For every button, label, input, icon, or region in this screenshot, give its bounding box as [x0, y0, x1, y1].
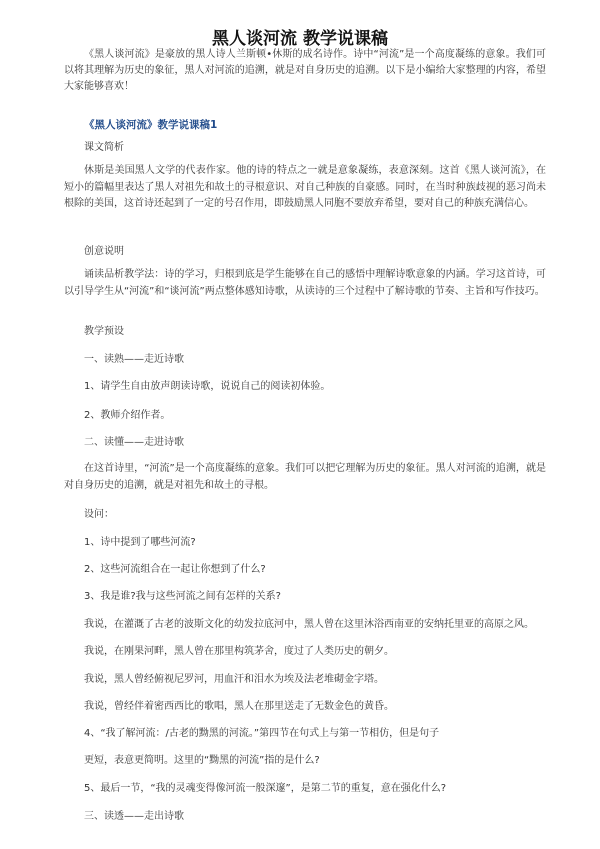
kewen-heading: 课文简析: [84, 142, 124, 153]
step1-item-2: 2、教师介绍作者。: [84, 410, 171, 421]
answer-paragraph-4: 我说，曾经伴着密西西比的歌唱，黑人在那里送走了无数金色的黄昏。: [84, 701, 394, 712]
answer-paragraph-1: 我说，在灌溉了古老的波斯文化的幼发拉底河中，黑人曾在这里沐浴西南亚的安纳托里亚的高原之风。: [84, 619, 534, 630]
question-4-line-1: 4、“我了解河流：/古老的黝黑的河流。”第四节在句式上与第一节相仿，但是句子: [84, 728, 440, 739]
chuangyi-paragraph: 诵读品析教学法：诗的学习，归根到底是学生能够在自己的感悟中理解诗歌意象的内涵。学习这首诗，可以引导学生从“河流”和“谈河流”两点整体感知诗歌，从读诗的三个过程中了解诗歌的节奏、主旨和写作技巧。: [64, 269, 546, 297]
question-4-line-2: 更短，表意更简明。这里的“黝黑的河流”指的是什么?: [84, 755, 320, 766]
question-3: 3、我是谁?我与这些河流之间有怎样的关系?: [84, 591, 281, 602]
kewen-paragraph: 休斯是美国黑人文学的代表作家。他的诗的特点之一就是意象凝练，表意深刻。这首《黑人谈河流》，在短小的篇幅里表达了黑人对祖先和故土的寻根意识、对自己种族的自豪感。同时，在当时种族歧视的恶习尚未根除的美国，这首诗还起到了一定的号召作用，即鼓励黑人同胞不要放弃希望，要对自己的种族充满信心。: [64, 165, 546, 209]
page-title: 黑人谈河流 教学说课稿: [212, 29, 388, 49]
chuangyi-heading: 创意说明: [84, 246, 124, 257]
step2-heading: 二、读懂——走进诗歌: [84, 437, 184, 448]
question-2: 2、这些河流组合在一起让你想到了什么?: [84, 564, 266, 575]
section-link-heading[interactable]: 《黑人谈河流》教学说课稿1: [84, 119, 218, 131]
step2-paragraph: 在这首诗里，“河流”是一个高度凝练的意象。我们可以把它理解为历史的象征。黑人对河流的追溯，就是对自身历史的追溯，就是对祖先和故土的寻根。: [64, 463, 546, 491]
shewen-heading: 设问：: [84, 509, 114, 520]
intro-paragraph: 《黑人谈河流》是豪放的黑人诗人兰斯顿•休斯的成名诗作。诗中“河流”是一个高度凝练的意象。我们可以将其理解为历史的象征，黑人对河流的追溯，就是对自身历史的追溯。以下是小编给大家整理的内容，希望大家能够喜欢！: [64, 49, 546, 92]
step1-heading: 一、读熟——走近诗歌: [84, 354, 184, 365]
answer-paragraph-3: 我说，黑人曾经俯视尼罗河，用血汗和泪水为埃及法老堆砌金字塔。: [84, 674, 384, 685]
step3-heading: 三、读透——走出诗歌: [84, 811, 184, 822]
step1-item-1: 1、请学生自由放声朗读诗歌，说说自己的阅读初体验。: [84, 381, 331, 392]
jiaoxue-heading: 教学预设: [84, 326, 124, 337]
question-1: 1、诗中提到了哪些河流?: [84, 537, 196, 548]
answer-paragraph-2: 我说，在刚果河畔，黑人曾在那里构筑茅舍，度过了人类历史的朝夕。: [84, 646, 394, 657]
question-5: 5、最后一节，“我的灵魂变得像河流一般深邃”，是第二节的重复，意在强化什么?: [84, 783, 447, 794]
